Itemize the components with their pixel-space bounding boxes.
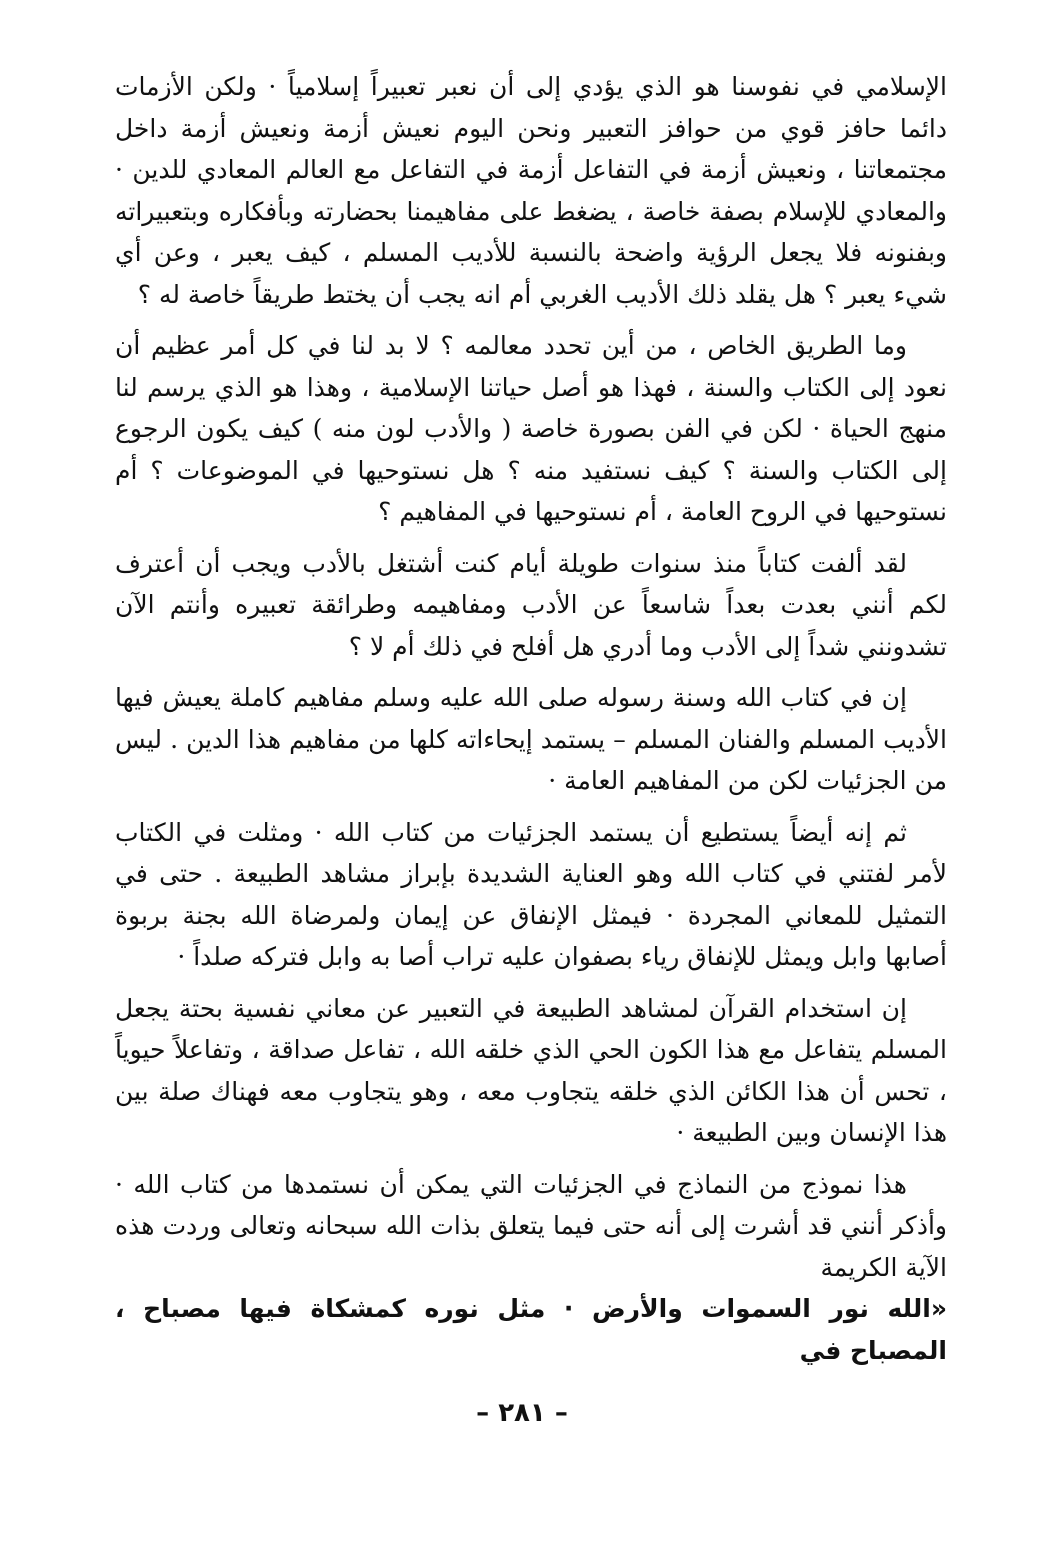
quranic-verse: «الله نور السموات والأرض · مثل نوره كمشكاة فيها مصباح ، المصباح في [115,1294,947,1365]
page-number: – ٢٨١ – [476,1398,568,1428]
paragraph-2: وما الطريق الخاص ، من أين تحدد معالمه ؟ لا بد لنا في كل أمر عظيم أن نعود إلى الكتاب والسنة ، فهذا هو أصل حياتنا الإسلامية ، وهذا هو الذي يرسم لنا منهج الحياة · لكن في الفن بصورة خاصة ( والأدب لون منه ) كيف يكون الرجوع إلى الكتاب والسنة ؟ كيف نستفيد منه ؟ هل نستوحيها في الموضوعات ؟ أم نستوحيها في الروح العامة ، أم نستوحيها في المفاهيم ؟ [115,331,947,526]
page-text [115,66,947,1381]
paragraph-1: الإسلامي في نفوسنا هو الذي يؤدي إلى أن نعبر تعبيراً إسلامياً · ولكن الأزمات دائما حافز قوي من حوافز التعبير ونحن اليوم نعيش أزمة ونعيش أزمة داخل مجتمعاتنا ، ونعيش أزمة في التفاعل أزمة في التفاعل مع العالم المعادي للدين · والمعادي للإسلام بصفة خاصة ، يضغط على مفاهيمنا بحضارته وبأفكاره وبتعبيراته وبفنونه فلا يجعل الرؤية واضحة بالنسبة للأديب المسلم ، كيف يعبر ، وعن أي شيء يعبر ؟ هل يقلد ذلك الأديب الغربي أم انه يجب أن يختط طريقاً خاصة له ؟ [115,72,947,309]
paragraph-7: هذا نموذج من النماذج في الجزئيات التي يمكن أن نستمدها من كتاب الله · وأذكر أنني قد أشرت إلى أنه حتى فيما يتعلق بذات الله سبحانه وتعالى وردت هذه الآية الكريمة [115,1169,947,1282]
paragraph-3: لقد ألفت كتاباً منذ سنوات طويلة أيام كنت أشتغل بالأدب ويجب أن أعترف لكم أنني بعدت بعداً شاسعاً عن الأدب ومفاهيمه وطرائقة تعبيره وأنتم الآن تشدونني شداً إلى الأدب وما أدري هل أفلح في ذلك أم لا ؟ [115,548,947,661]
paragraph-4: إن في كتاب الله وسنة رسوله صلى الله عليه وسلم مفاهيم كاملة يعيش فيها الأديب المسلم والفنان المسلم – يستمد إيحاءاته كلها من مفاهيم هذا الدين . ليس من الجزئيات لكن من المفاهيم العامة · [115,683,947,795]
paragraph-5: ثم إنه أيضاً يستطيع أن يستمد الجزئيات من كتاب الله · ومثلت في الكتاب لأمر لفتني في كتاب الله وهو العناية الشديدة بإبراز مشاهد الطبيعة . حتى في التمثيل للمعاني المجردة · فيمثل الإنفاق عن إيمان ولمرضاة الله بجنة بربوة أصابها وابل ويمثل للإنفاق رياء بصفوان عليه تراب أصا به وابل فتركه صلداً · [115,817,947,971]
paragraph-6: إن استخدام القرآن لمشاهد الطبيعة في التعبير عن معاني نفسية بحتة يجعل المسلم يتفاعل مع هذا الكون الحي الذي خلقه الله ، تفاعل صداقة ، وتفاعلاً حيوياً ، تحس أن هذا الكائن الذي خلقه يتجاوب معه ، وهو يتجاوب معه فهناك صلة بين هذا الإنسان وبين الطبيعة · [115,993,947,1147]
